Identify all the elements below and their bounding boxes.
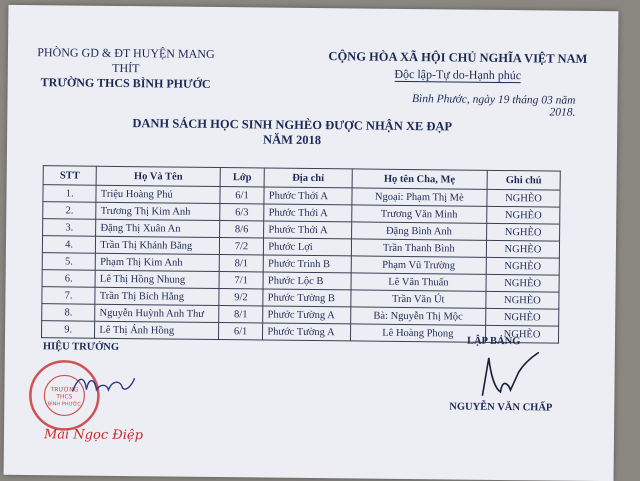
svg-text:TRƯỜNG: TRƯỜNG	[50, 386, 79, 394]
principal-signature	[68, 369, 138, 400]
col-header-stt: STT	[43, 166, 97, 186]
col-header-class: Lớp	[220, 168, 265, 187]
cell-note: NGHÈO	[486, 325, 559, 343]
cell-class: 8/1	[219, 255, 264, 272]
school-name: TRƯỜNG THCS BÌNH PHƯỚC	[40, 75, 211, 91]
preparer-title: LẬP BẢNG	[466, 335, 521, 348]
cell-stt: 8.	[42, 304, 96, 322]
cell-name: Trương Thị Kim Anh	[96, 202, 220, 220]
cell-stt: 4.	[42, 236, 96, 254]
cell-name: Trần Thị Khánh Băng	[96, 236, 220, 254]
cell-address: Phước Lợi	[264, 238, 352, 256]
cell-class: 6/3	[220, 204, 265, 221]
cell-parent: Trần Văn Út	[350, 290, 486, 308]
cell-name: Đặng Thị Xuân An	[96, 219, 220, 237]
svg-text:THCS: THCS	[56, 393, 73, 401]
title-line-1: DANH SÁCH HỌC SINH NGHÈO ĐƯỢC NHẬN XE ĐẠP	[132, 116, 453, 134]
cell-name: Nguyễn Huỳnh Anh Thư	[95, 304, 219, 322]
cell-name: Phạm Thị Kim Anh	[96, 253, 220, 271]
cell-stt: 1.	[43, 185, 97, 203]
cell-address: Phước Tường A	[263, 306, 351, 324]
col-header-name: Họ Và Tên	[96, 166, 220, 186]
col-header-address: Địa chỉ	[264, 168, 352, 188]
cell-note: NGHÈO	[486, 291, 559, 309]
cell-parent: Trương Văn Minh	[351, 205, 487, 223]
cell-address: Phước Trinh B	[263, 255, 351, 273]
republic-name: CỘNG HÒA XÃ HỘI CHỦ NGHĨA VIỆT NAM	[328, 49, 588, 66]
motto: Độc lập-Tự do-Hạnh phúc	[394, 66, 522, 83]
preparer-signature	[474, 348, 545, 404]
cell-class: 7/2	[219, 238, 264, 255]
cell-parent: Ngoại: Phạm Thị Mè	[352, 188, 488, 206]
cell-class: 8/1	[218, 306, 263, 323]
cell-parent: Phạm Vũ Trường	[351, 256, 487, 274]
cell-stt: 5.	[42, 253, 96, 271]
title-line-2: NĂM 2018	[263, 132, 322, 148]
cell-address: Phước Thới A	[264, 204, 352, 222]
cell-note: NGHÈO	[486, 240, 559, 258]
document-title	[112, 116, 472, 150]
cell-parent: Lê Hoàng Phong	[350, 324, 486, 342]
issuing-office	[26, 45, 226, 92]
cell-name: Lê Thị Hồng Nhung	[95, 270, 219, 288]
col-header-note: Ghi chú	[487, 170, 560, 190]
cell-address: Phước Tường A	[263, 323, 351, 341]
student-table	[41, 165, 561, 343]
cell-stt: 6.	[42, 270, 96, 288]
cell-address: Phước Lộc B	[263, 272, 351, 290]
national-motto	[328, 49, 588, 85]
cell-parent: Bà: Nguyễn Thị Mộc	[350, 307, 486, 325]
cell-note: NGHÈO	[486, 257, 559, 275]
cell-class: 9/2	[219, 289, 264, 306]
cell-address: Phước Thới A	[264, 187, 352, 205]
document-date: Bình Phước, ngày 19 tháng 03 năm 2018.	[411, 93, 576, 119]
cell-class: 6/1	[220, 187, 265, 204]
principal-title: HIỆU TRƯỞNG	[42, 341, 120, 353]
cell-address: Phước Tường B	[263, 289, 351, 307]
cell-note: NGHÈO	[486, 308, 559, 326]
cell-parent: Đặng Bình Anh	[351, 222, 487, 240]
cell-class: 7/1	[219, 272, 264, 289]
cell-note: NGHÈO	[487, 206, 560, 224]
preparer-name: NGUYỄN VĂN CHẤP	[449, 401, 553, 414]
cell-stt: 7.	[42, 287, 96, 305]
department-name: PHÒNG GD & ĐT HUYỆN MANG THÍT	[37, 45, 215, 76]
cell-note: NGHÈO	[487, 223, 560, 241]
cell-stt: 9.	[41, 321, 95, 339]
svg-text:BÌNH PHƯỚC: BÌNH PHƯỚC	[47, 401, 81, 408]
cell-note: NGHÈO	[487, 189, 560, 207]
cell-stt: 3.	[43, 219, 97, 237]
cell-note: NGHÈO	[486, 274, 559, 292]
cell-name: Trần Thị Bích Hằng	[95, 287, 219, 305]
principal-name: Mai Ngọc Điệp	[43, 427, 144, 444]
cell-name: Lê Thị Ánh Hồng	[95, 321, 219, 339]
cell-stt: 2.	[43, 202, 97, 220]
cell-class: 8/6	[219, 221, 264, 238]
col-header-parent: Họ tên Cha, Mẹ	[352, 169, 488, 189]
cell-address: Phước Thới A	[264, 221, 352, 239]
cell-parent: Trần Thanh Bình	[351, 239, 487, 257]
cell-parent: Lê Văn Thuấn	[351, 273, 487, 291]
document-page	[4, 5, 619, 481]
cell-class: 6/1	[218, 323, 263, 340]
cell-name: Triệu Hoàng Phú	[96, 185, 220, 203]
